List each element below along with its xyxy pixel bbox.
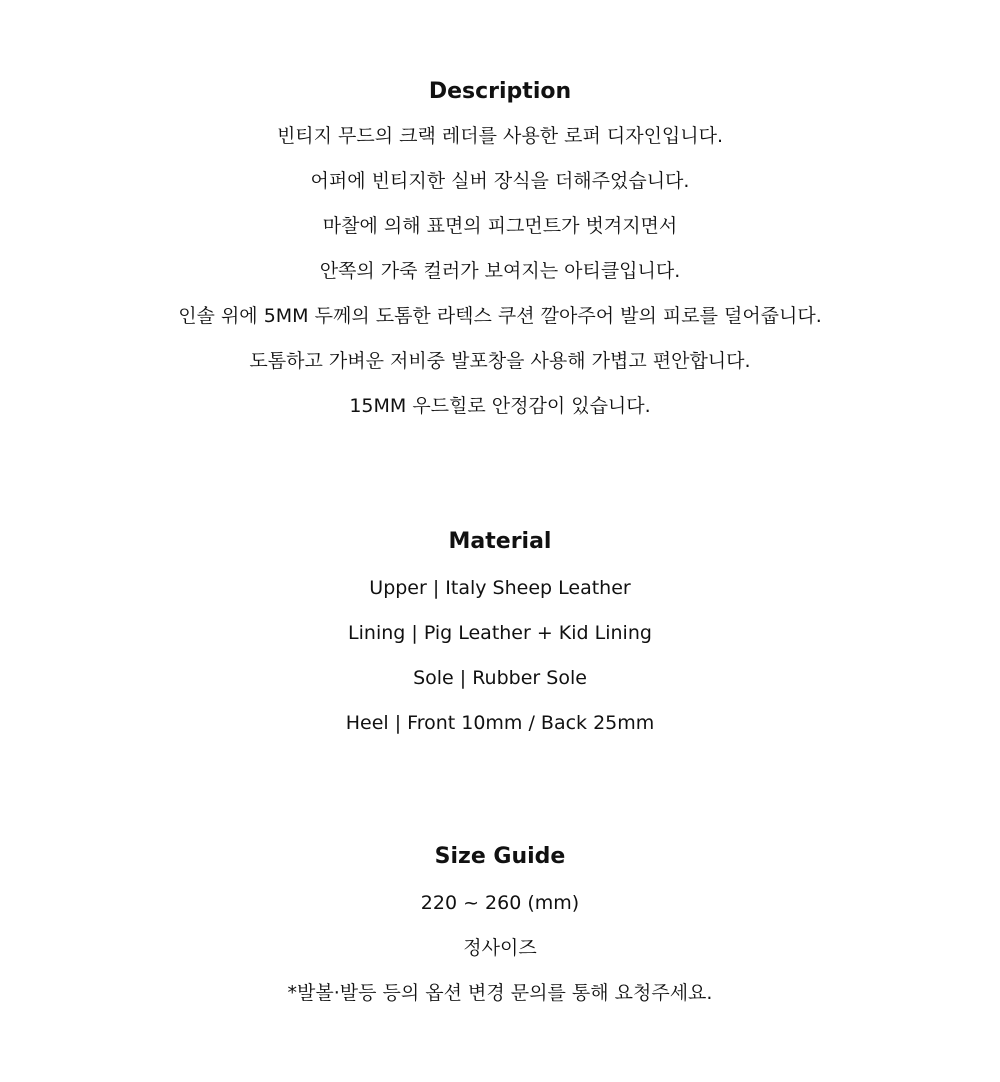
material-section <box>0 527 1000 737</box>
size-guide-line: 220 ~ 260 (mm) <box>420 892 580 914</box>
size-guide-title: Size Guide <box>434 844 566 869</box>
description-section <box>0 77 1000 420</box>
description-title: Description <box>428 79 572 104</box>
description-line: 15MM 우드힐로 안정감이 있습니다. <box>349 395 651 417</box>
material-line: Lining | Pig Leather + Kid Lining <box>348 622 652 644</box>
description-line: 마찰에 의해 표면의 피그먼트가 벗겨지면서 <box>322 215 678 237</box>
material-line: Heel | Front 10mm / Back 25mm <box>345 712 655 734</box>
material-line: Sole | Rubber Sole <box>413 667 587 689</box>
size-guide-section <box>0 842 1000 1007</box>
description-line: 어퍼에 빈티지한 실버 장식을 더해주었습니다. <box>310 170 690 192</box>
size-guide-line: 정사이즈 <box>463 937 537 959</box>
material-title: Material <box>448 529 552 554</box>
material-line: Upper | Italy Sheep Leather <box>369 577 631 599</box>
description-line: 도톰하고 가벼운 저비중 발포창을 사용해 가볍고 편안합니다. <box>249 350 751 372</box>
description-line: 빈티지 무드의 크랙 레더를 사용한 로퍼 디자인입니다. <box>276 125 724 147</box>
description-line: 인솔 위에 5MM 두께의 도톰한 라텍스 쿠션 깔아주어 발의 피로를 덜어줍니다. <box>178 305 822 327</box>
description-line: 안쪽의 가죽 컬러가 보여지는 아티클입니다. <box>319 260 681 282</box>
size-guide-line: *발볼·발등 등의 옵션 변경 문의를 통해 요청주세요. <box>287 982 713 1004</box>
